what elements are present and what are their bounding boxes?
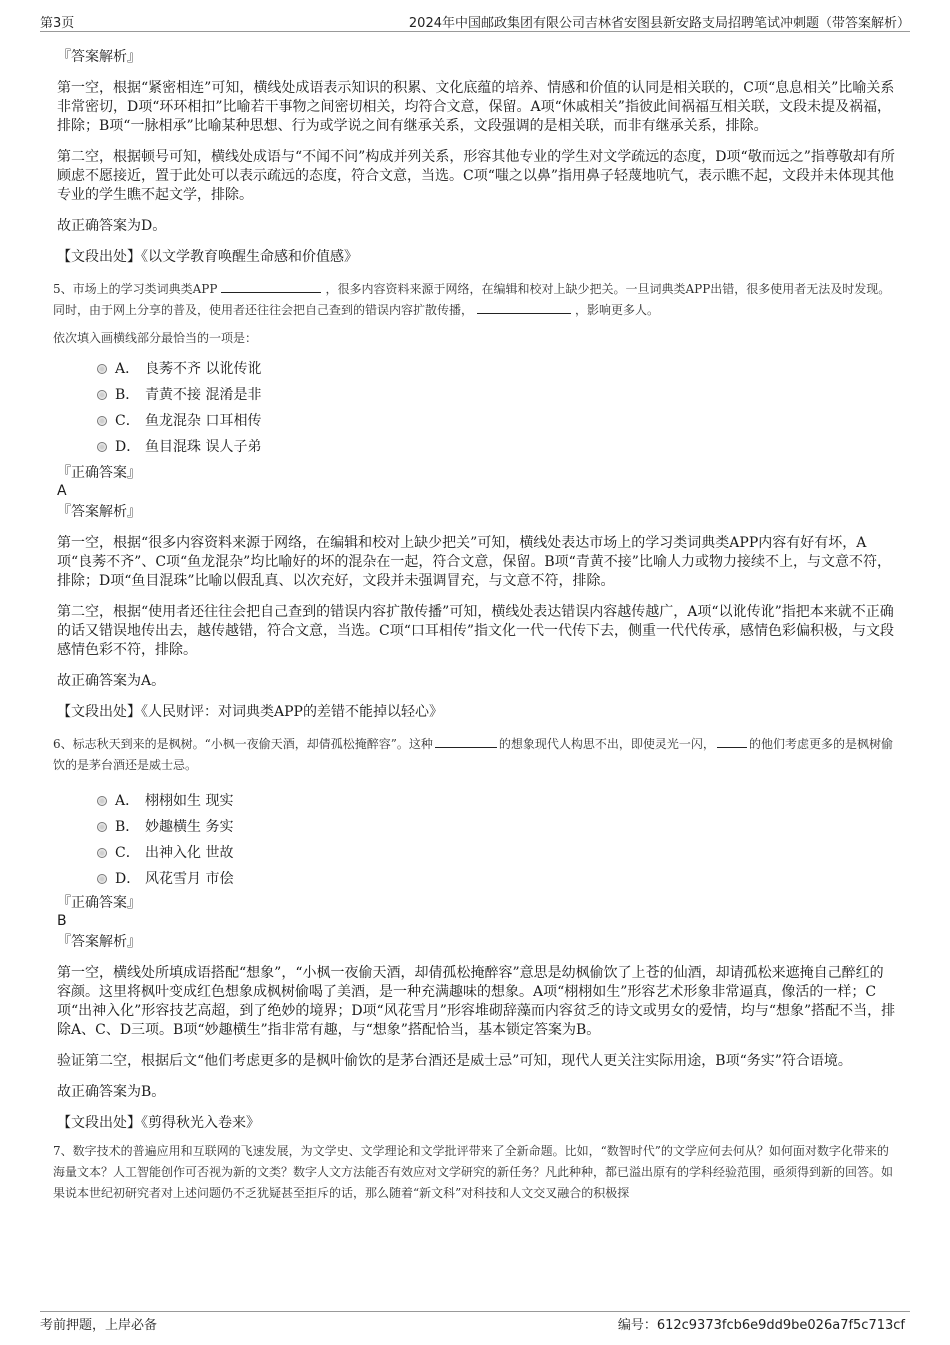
q4-analysis-para2: 第二空，根据顿号可知，横线处成语与“不闻不问”构成并列关系，形容其他专业的学生对文学疏远的态度，D项“敬而远之”指尊敬却有所顾虑不愿接近，置于此处可以表示疏远的态度，符合文意，当选。C项“嗤之以鼻”指用鼻子轻蔑地吭气，表示瞧不起，文段并未体现其他专业的学生瞧不起文学，排除。: [57, 149, 895, 203]
source-label: 【文段出处】: [57, 1115, 141, 1131]
document-content: [53, 40, 897, 1204]
q5-correct-label: 『正确答案』: [57, 465, 141, 481]
q5-option-a[interactable]: A． 良莠不齐 以讹传讹: [97, 356, 897, 382]
q6-options: [97, 788, 897, 892]
q6-answer: B: [57, 913, 67, 929]
source-label: 【文段出处】: [57, 704, 141, 720]
q4-source-title: 《以文学教育唤醒生命感和价值感》: [141, 249, 358, 265]
q5-blank-1: [221, 280, 321, 293]
q6-analysis-para1: 第一空，横线处所填成语搭配“想象”，“小枫一夜偷天酒，却倩孤松掩醉容”意思是幼枫偷饮了上苍的仙酒，却请孤松来遮掩自己醉红的容颜。这里将枫叶变成红色想象成枫树偷喝了美酒，是一种充满趣味的想象。A项“栩栩如生”形容艺术形象非常逼真，像活的一样；C项“出神入化”形容技艺高超，到了绝妙的境界；D项“风花雪月”形容堆砌辞藻而内容贫乏的诗文或男女的爱情，均与“想象”搭配不当，排除A、C、D三项。B项“妙趣横生”指非常有趣，与“想象”搭配恰当，基本锁定答案为B。: [57, 965, 896, 1038]
q6-option-a[interactable]: A． 栩栩如生 现实: [97, 788, 897, 814]
footer-slogan: 考前押题，上岸必备: [40, 1318, 158, 1333]
page-number: 第3页: [40, 16, 75, 31]
document-title: 2024年中国邮政集团有限公司吉林省安图县新安路支局招聘笔试冲刺题（带答案解析）: [408, 16, 910, 31]
q6-blank-2: [717, 735, 747, 748]
radio-icon[interactable]: [97, 390, 107, 400]
q5-analysis-label: 『答案解析』: [57, 504, 141, 520]
q5-option-c[interactable]: C． 鱼龙混杂 口耳相传: [97, 408, 897, 434]
q6-stem: 6、标志秋天到来的是枫树。“小枫一夜偷天酒，却倩孤松掩醉容”。这种 的想象现代人构思不出，即使灵光一闪， 的他们考虑更多的是枫树偷饮的是茅台酒还是威士忌。: [53, 737, 893, 772]
q4-conclusion: 故正确答案为D。: [57, 218, 167, 234]
q6-blank-1: [435, 735, 497, 748]
q6-source: [57, 1114, 897, 1133]
q5-conclusion: 故正确答案为A。: [57, 673, 166, 689]
q5-analysis-para2: 第二空，根据“使用者还往往会把自己查到的错误内容扩散传播”可知，横线处表达错误内容越传越广，A项“以讹传讹”指把本来就不正确的话又错误地传出去，越传越错，符合文意，当选。C项“口耳相传”指文化一代一代传下去，侧重一代代传承，感情色彩偏积极，与文段感情色彩不符，排除。: [57, 604, 895, 658]
q5-instruction: 依次填入画横线部分最恰当的一项是：: [53, 331, 258, 345]
radio-icon[interactable]: [97, 364, 107, 374]
radio-icon[interactable]: [97, 822, 107, 832]
radio-icon[interactable]: [97, 796, 107, 806]
q5-analysis-para1: 第一空，根据“很多内容资料来源于网络，在编辑和校对上缺少把关”可知，横线处表达市场上的学习类词典类APP内容有好有坏，A项“良莠不齐”、C项“鱼龙混杂”均比喻好的坏的混杂在一起，符合文意，保留。B项“青黄不接”比喻人力或物力接续不上，与文意不符，排除；D项“鱼目混珠”比喻以假乱真、以次充好，文段并未强调冒充，与文意不符，排除。: [57, 535, 891, 589]
q6-option-b[interactable]: B． 妙趣横生 务实: [97, 814, 897, 840]
radio-icon[interactable]: [97, 874, 107, 884]
q5-stem: 5、市场上的学习类词典类APP ，很多内容资料来源于网络，在编辑和校对上缺少把关。一旦词典类APP出错，很多使用者无法及时发现。同时，由于网上分享的普及，使用者还往往会把自己查到的错误内容扩散传播， ，影响更多人。: [53, 282, 891, 317]
q6-correct-label: 『正确答案』: [57, 895, 141, 911]
q6-analysis-para2: 验证第二空，根据后文“他们考虑更多的是枫叶偷饮的是茅台酒还是威士忌”可知，现代人更关注实际用途，B项“务实”符合语境。: [57, 1053, 852, 1069]
q6-option-d[interactable]: D． 风花雪月 市侩: [97, 866, 897, 892]
q6-conclusion: 故正确答案为B。: [57, 1084, 166, 1100]
radio-icon[interactable]: [97, 848, 107, 858]
page-header: [40, 12, 910, 31]
q6-source-title: 《剪得秋光入卷来》: [141, 1115, 260, 1131]
header-divider: [40, 31, 910, 32]
q4-analysis-para1: 第一空，根据“紧密相连”可知，横线处成语表示知识的积累、文化底蕴的培养、情感和价值的认同是相关联的，C项“息息相关”比喻关系非常密切，D项“环环相扣”比喻若干事物之间密切相关，均符合文意，保留。A项“休戚相关”指彼此间祸福互相关联，文段未提及祸福，排除；B项“一脉相承”比喻某种思想、行为或学说之间有继承关系，文段强调的是相关联，而非有继承关系，排除。: [57, 80, 895, 134]
radio-icon[interactable]: [97, 416, 107, 426]
q5-options: [97, 356, 897, 460]
q5-source-title: 《人民财评：对词典类APP的差错不能掉以轻心》: [141, 704, 443, 720]
page-footer: [40, 1314, 905, 1333]
footer-divider: [40, 1311, 910, 1312]
q5-option-b[interactable]: B． 青黄不接 混淆是非: [97, 382, 897, 408]
q6-option-c[interactable]: C． 出神入化 世故: [97, 840, 897, 866]
q5-answer: A: [57, 483, 67, 499]
source-label: 【文段出处】: [57, 249, 141, 265]
document-code: 编号：612c9373fcb6e9dd9be026a7f5c713cf: [617, 1318, 905, 1333]
radio-icon[interactable]: [97, 442, 107, 452]
q4-source: [57, 248, 897, 267]
q5-blank-2: [477, 301, 571, 314]
q6-analysis-label: 『答案解析』: [57, 934, 141, 950]
q5-option-d[interactable]: D． 鱼目混珠 误人子弟: [97, 434, 897, 460]
q7-stem: 7、数字技术的普遍应用和互联网的飞速发展，为文学史、文学理论和文学批评带来了全新命题。比如，“数智时代”的文学应何去何从？如何面对数字化带来的海量文本？人工智能创作可否视为新的文类？数字人文方法能否有效应对文学研究的新任务？凡此种种，都已溢出原有的学科经验范围，亟须得到新的回答。如果说本世纪初研究者对上述问题仍不乏犹疑甚至拒斥的话，那么随着“新文科”对科技和人文交叉融合的积极探: [53, 1144, 894, 1200]
q5-source: [57, 703, 897, 722]
q4-analysis-label: 『答案解析』: [57, 49, 141, 65]
